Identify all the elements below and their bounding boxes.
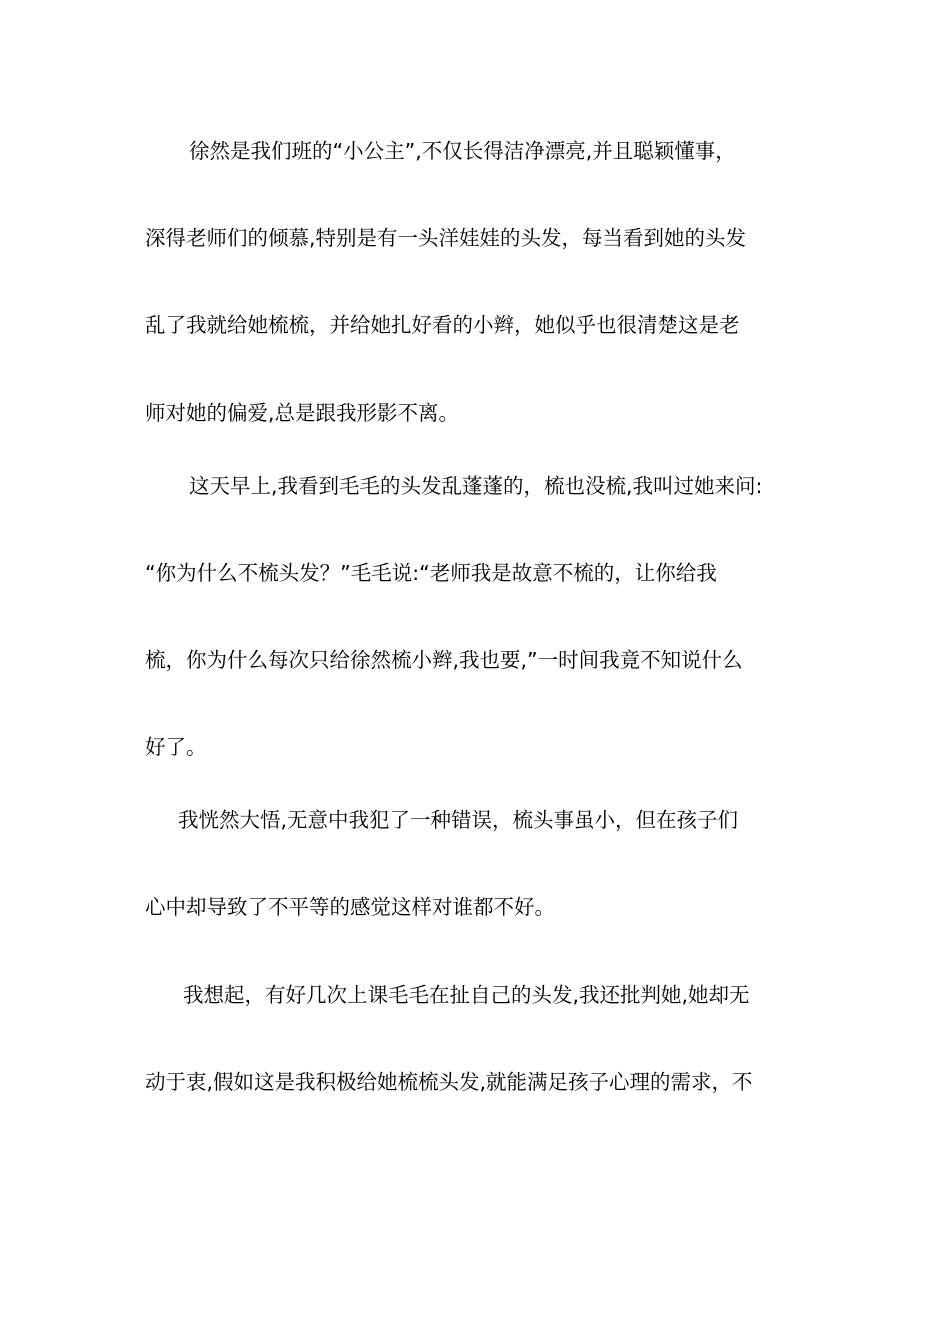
paragraph-3-line-2: 心中却导致了不平等的感觉这样对谁都不好。 <box>145 895 555 919</box>
paragraph-1-line-2: 深得老师们的倾慕,特别是有一头洋娃娃的头发，每当看到她的头发 <box>145 226 747 250</box>
paragraph-2-line-1: 这天早上,我看到毛毛的头发乱蓬蓬的，梳也没梳,我叫过她来问: <box>189 474 763 498</box>
paragraph-2-line-3: 梳，你为什么每次只给徐然梳小辫,我也要,”一时间我竟不知说什么 <box>145 648 743 672</box>
paragraph-2-line-2: “你为什么不梳头发？”毛毛说:“老师我是故意不梳的，让你给我 <box>145 561 717 585</box>
paragraph-4-line-2: 动于衷,假如这是我积极给她梳梳头发,就能满足孩子心理的需求，不 <box>145 1070 753 1094</box>
paragraph-2-line-4: 好了。 <box>145 735 207 759</box>
paragraph-1-line-1: 徐然是我们班的“小公主”,不仅长得洁净漂亮,并且聪颖懂事， <box>189 139 736 163</box>
paragraph-4-line-1: 我想起，有好几次上课毛毛在扯自己的头发,我还批判她,她却无 <box>183 983 750 1007</box>
paragraph-1-line-3: 乱了我就给她梳梳，并给她扎好看的小辫，她似乎也很清楚这是老 <box>145 313 740 337</box>
paragraph-3-line-1: 我恍然大悟,无意中我犯了一种错误，梳头事虽小，但在孩子们 <box>178 808 739 832</box>
paragraph-1-line-4: 师对她的偏爱,总是跟我形影不离。 <box>145 401 460 425</box>
